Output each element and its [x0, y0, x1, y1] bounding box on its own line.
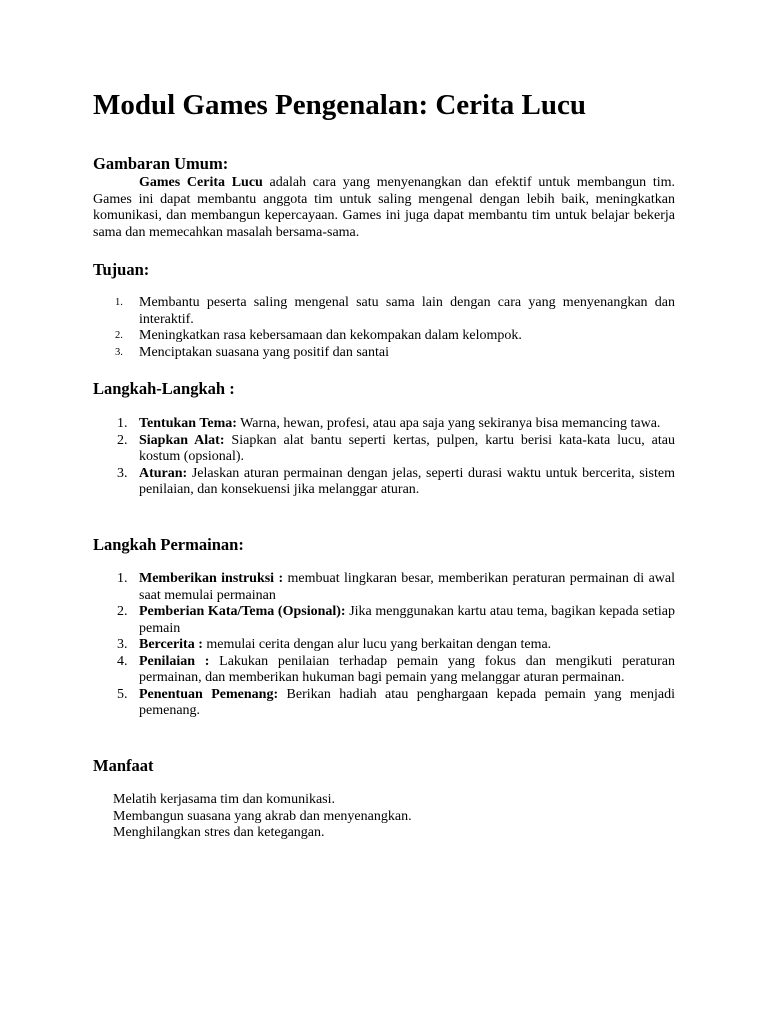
item-text: Meningkatkan rasa kebersamaan dan kekompakan dalam kelompok. — [139, 328, 522, 343]
list-item — [93, 466, 675, 499]
item-number: 1. — [117, 571, 128, 586]
item-label: Tentukan Tema: — [139, 416, 237, 431]
list-item — [93, 416, 675, 433]
steps-heading: Langkah-Langkah : — [93, 379, 235, 398]
item-text: Siapkan alat bantu seperti kertas, pulpen, kartu berisi kata-kata lucu, atau kostum (opsional). — [139, 432, 675, 464]
list-item — [93, 433, 675, 466]
item-text: Membantu peserta saling mengenal satu sama lain dengan cara yang menyenangkan dan interaktif. — [139, 295, 675, 327]
item-number: 4. — [117, 653, 128, 669]
list-item — [93, 571, 675, 604]
item-number: 1. — [115, 297, 123, 308]
item-text: Menciptakan suasana yang positif dan santai — [139, 344, 389, 360]
gameplay-list — [93, 571, 675, 720]
list-item — [93, 687, 675, 720]
benefits-heading: Manfaat — [93, 756, 154, 775]
list-item — [93, 345, 675, 362]
item-label: Aturan: — [139, 465, 188, 481]
list-item: Membangun suasana yang akrab dan menyenangkan. — [113, 808, 412, 824]
item-text: Jelaskan aturan permainan dengan jelas, seperti durasi waktu untuk bercerita, sistem penilaian, dan konsekuensi jika melanggar aturan. — [139, 465, 675, 497]
goals-heading: Tujuan: — [93, 260, 150, 279]
item-label: Memberikan instruksi : — [139, 571, 284, 586]
item-number: 5. — [117, 686, 128, 702]
item-label: Penentuan Pemenang: — [139, 686, 279, 702]
benefits-list — [113, 792, 673, 842]
item-text: Lakukan penilaian terhadap pemain yang fokus dan mengikuti peraturan permainan, dan memberikan hukuman bagi pemain yang melanggar aturan permainan. — [139, 653, 676, 685]
list-item: Menghilangkan stres dan ketegangan. — [113, 825, 325, 840]
item-number: 3. — [115, 346, 123, 358]
page-title: Modul Games Pengenalan: Cerita Lucu — [93, 89, 586, 121]
item-number: 2. — [115, 330, 123, 341]
item-label: Bercerita : — [139, 637, 203, 652]
goals-list — [93, 295, 675, 361]
list-item — [93, 295, 675, 328]
item-label: Siapkan Alat: — [139, 432, 225, 448]
overview-text: adalah cara yang menyenangkan dan efektif untuk membangun tim. Games ini dapat membantu anggota tim untuk saling mengenal dengan lebih baik, meningkatkan komunikasi, dan membangun kepercayaan. Games ini juga dapat membantu tim untuk belajar bekerja sama dan memecahkan masalah bersama-sama. — [93, 175, 675, 240]
item-number: 2. — [117, 604, 128, 619]
item-label: Penilaian : — [139, 653, 210, 669]
item-text: memulai cerita dengan alur lucu yang berkaitan dengan tema. — [202, 637, 552, 652]
overview-heading: Gambaran Umum: — [93, 154, 229, 173]
list-item — [93, 654, 675, 687]
item-label: Pemberian Kata/Tema (Opsional): — [139, 604, 346, 619]
steps-list — [93, 416, 675, 499]
list-item: Melatih kerjasama tim dan komunikasi. — [113, 792, 336, 807]
item-text: membuat lingkaran besar, memberikan peraturan permainan di awal saat memulai permainan — [139, 571, 675, 603]
overview-lead: Games Cerita Lucu — [139, 175, 263, 190]
item-text: Berikan hadiah atau penghargaan kepada pemain yang menjadi pemenang. — [139, 686, 675, 718]
gameplay-heading: Langkah Permainan: — [93, 535, 244, 554]
item-number: 1. — [117, 416, 128, 431]
item-number: 3. — [117, 637, 128, 652]
list-item — [93, 604, 675, 637]
list-item — [93, 637, 675, 654]
item-number: 3. — [117, 465, 128, 481]
list-item — [93, 328, 675, 345]
item-text: Warna, hewan, profesi, atau apa saja yang sekiranya bisa memancing tawa. — [236, 416, 661, 431]
item-text: Jika menggunakan kartu atau tema, bagikan kepada setiap pemain — [139, 604, 675, 636]
overview-paragraph — [93, 175, 675, 241]
item-number: 2. — [117, 432, 128, 448]
